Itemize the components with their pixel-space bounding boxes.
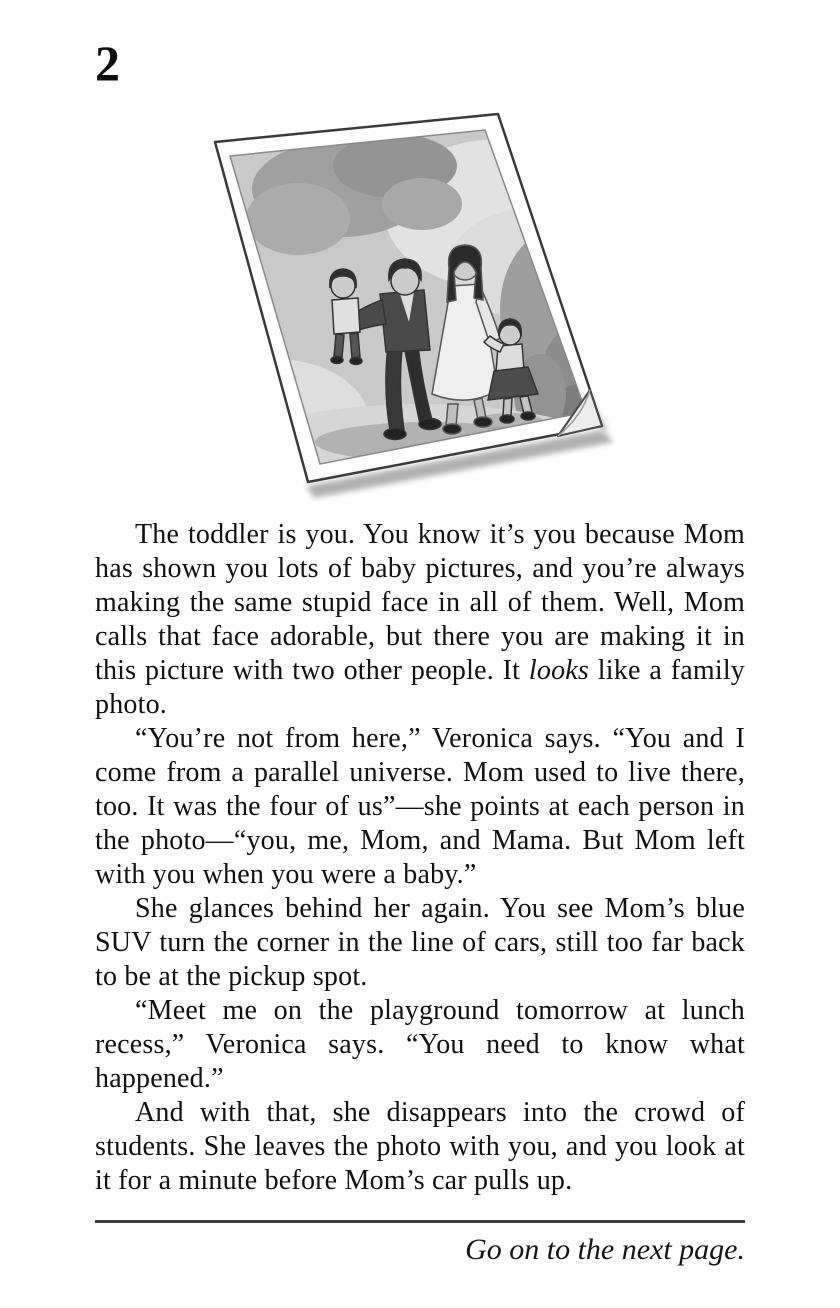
story-text <box>95 518 745 1198</box>
paragraph: “Meet me on the playground tomorrow at lunch recess,” Veronica says. “You need to know what happened.” <box>95 995 745 1094</box>
family-photo-icon <box>190 94 650 518</box>
paragraph: The toddler is you. You know it’s you because Mom has shown you lots of baby pictures, and you’re always making the same stupid face in all of them. Well, Mom calls that face adorable, but there you are making it in this picture with two other people. It looks like a family photo. <box>95 519 745 720</box>
footer-divider <box>95 1220 745 1223</box>
paragraph: And with that, she disappears into the crowd of students. She leaves the photo with you, and you look at it for a minute before Mom’s car pulls up. <box>95 1097 745 1196</box>
paragraph: She glances behind her again. You see Mom’s blue SUV turn the corner in the line of cars, still too far back to be at the pickup spot. <box>95 893 745 992</box>
book-page <box>0 35 840 1308</box>
paragraph: “You’re not from here,” Veronica says. “You and I come from a parallel universe. Mom used to live there, too. It was the four of us”—she points at each person in the photo—“you, me, Mom, and Mama. But Mom left with you when you were a baby.” <box>95 723 745 890</box>
page-turn-instruction: Go on to the next page. <box>465 1233 745 1266</box>
chapter-number: 2 <box>95 35 120 91</box>
family-photo-illustration <box>190 94 650 518</box>
